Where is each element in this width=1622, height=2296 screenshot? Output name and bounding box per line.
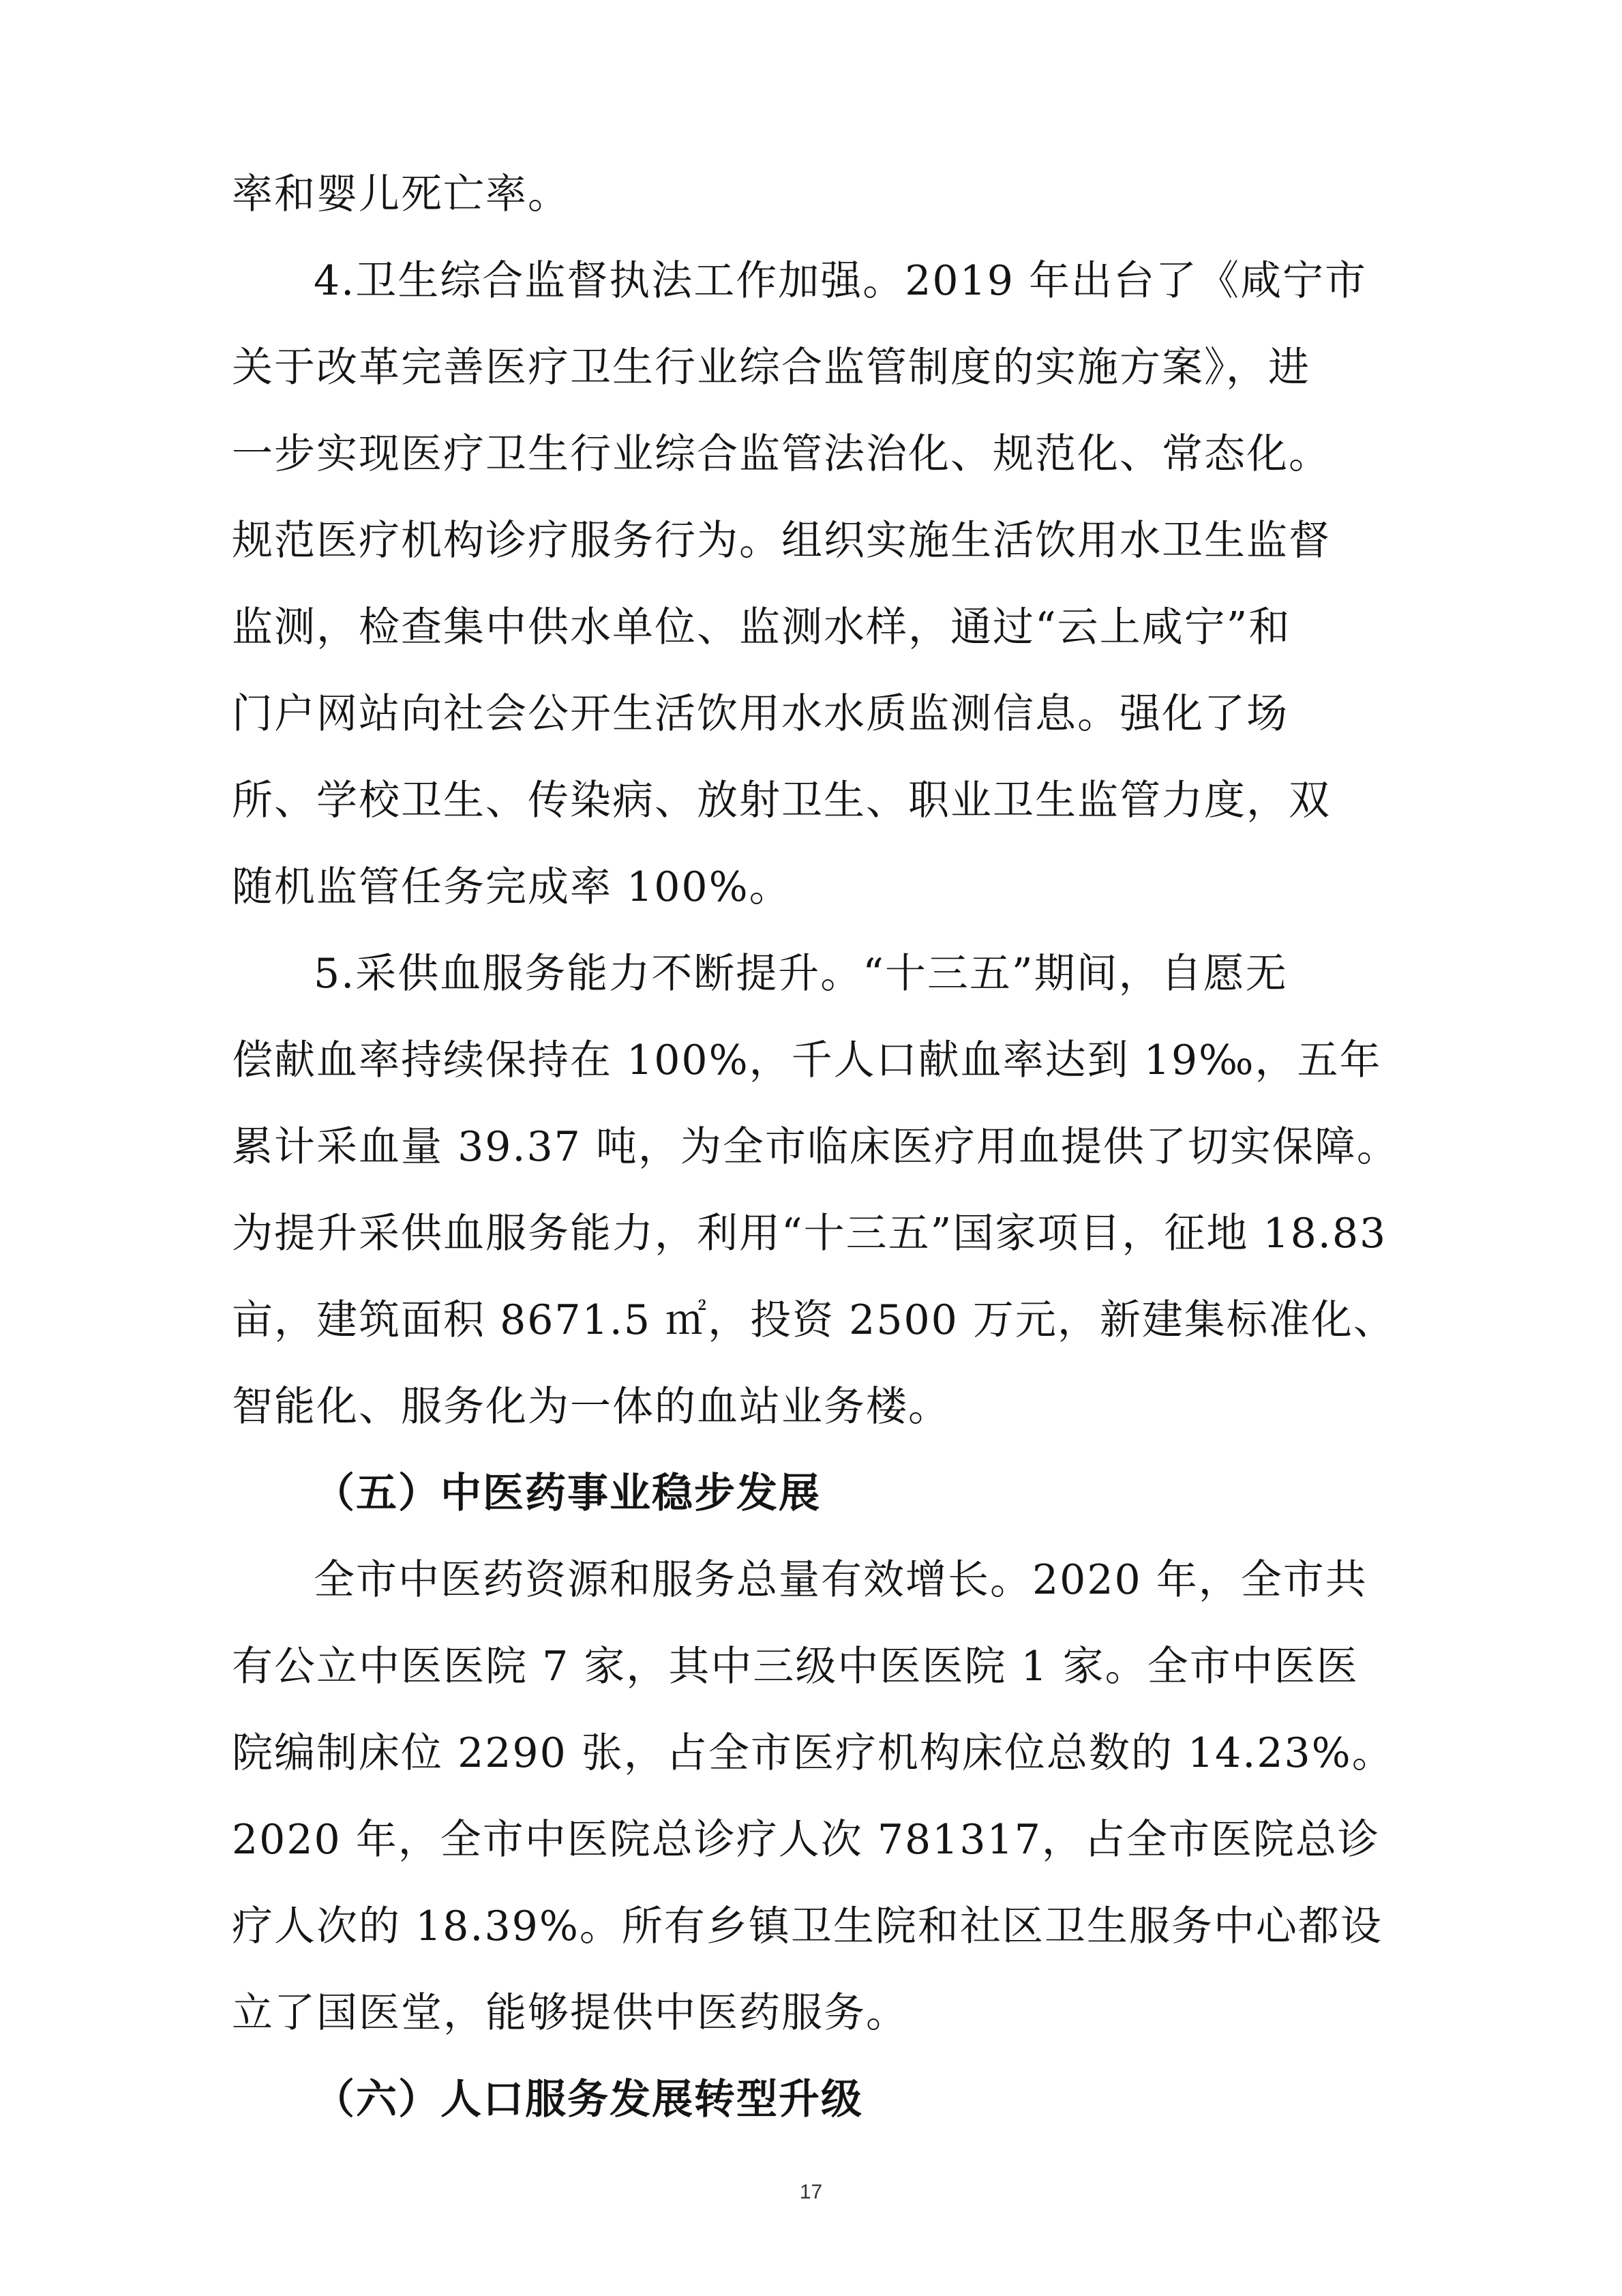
text-line: 院编制床位 2290 张，占全市医疗机构床位总数的 14.23%。 xyxy=(232,1729,1394,1777)
text-line: 规范医疗机构诊疗服务行为。组织实施生活饮用水卫生监督 xyxy=(232,517,1331,565)
text-line: 立了国医堂，能够提供中医药服务。 xyxy=(232,1989,908,2037)
text-line: 亩，建筑面积 8671.5 ㎡，投资 2500 万元，新建集标准化、 xyxy=(232,1296,1396,1344)
text-line: 偿献血率持续保持在 100%，千人口献血率达到 19‰，五年 xyxy=(232,1037,1382,1084)
section-heading: （六）人口服务发展转型升级 xyxy=(314,2076,863,2123)
text-line: 监测，检查集中供水单位、监测水样，通过“云上咸宁”和 xyxy=(232,603,1291,651)
text-line: 所、学校卫生、传染病、放射卫生、职业卫生监管力度，双 xyxy=(232,777,1331,824)
text-line: 智能化、服务化为一体的血站业务楼。 xyxy=(232,1383,950,1431)
text-line: 2020 年，全市中医院总诊疗人次 781317，占全市医院总诊 xyxy=(232,1816,1380,1864)
text-line: 一步实现医疗卫生行业综合监管法治化、规范化、常态化。 xyxy=(232,430,1331,478)
text-line: 关于改革完善医疗卫生行业综合监管制度的实施方案》，进 xyxy=(232,344,1310,391)
paragraph-first-line: 5.采供血服务能力不断提升。“十三五”期间，自愿无 xyxy=(314,950,1288,998)
paragraph-first-line: 全市中医药资源和服务总量有效增长。2020 年，全市共 xyxy=(314,1556,1368,1604)
page-number: 17 xyxy=(799,2181,823,2203)
text-line: 为提升采供血服务能力，利用“十三五”国家项目，征地 18.83 xyxy=(232,1210,1387,1257)
paragraph-first-line: 4.卫生综合监督执法工作加强。2019 年出台了《咸宁市 xyxy=(314,257,1368,305)
text-line: 门户网站向社会公开生活饮用水水质监测信息。强化了场 xyxy=(232,690,1289,738)
text-line: 率和婴儿死亡率。 xyxy=(232,170,570,218)
text-line: 疗人次的 18.39%。所有乡镇卫生院和社区卫生服务中心都设 xyxy=(232,1903,1383,1950)
text-line: 随机监管任务完成率 100%。 xyxy=(232,863,792,911)
text-line: 累计采血量 39.37 吨，为全市临床医疗用血提供了切实保障。 xyxy=(232,1123,1399,1171)
text-line: 有公立中医医院 7 家，其中三级中医医院 1 家。全市中医医 xyxy=(232,1643,1359,1690)
section-heading: （五）中医药事业稳步发展 xyxy=(314,1470,821,1517)
